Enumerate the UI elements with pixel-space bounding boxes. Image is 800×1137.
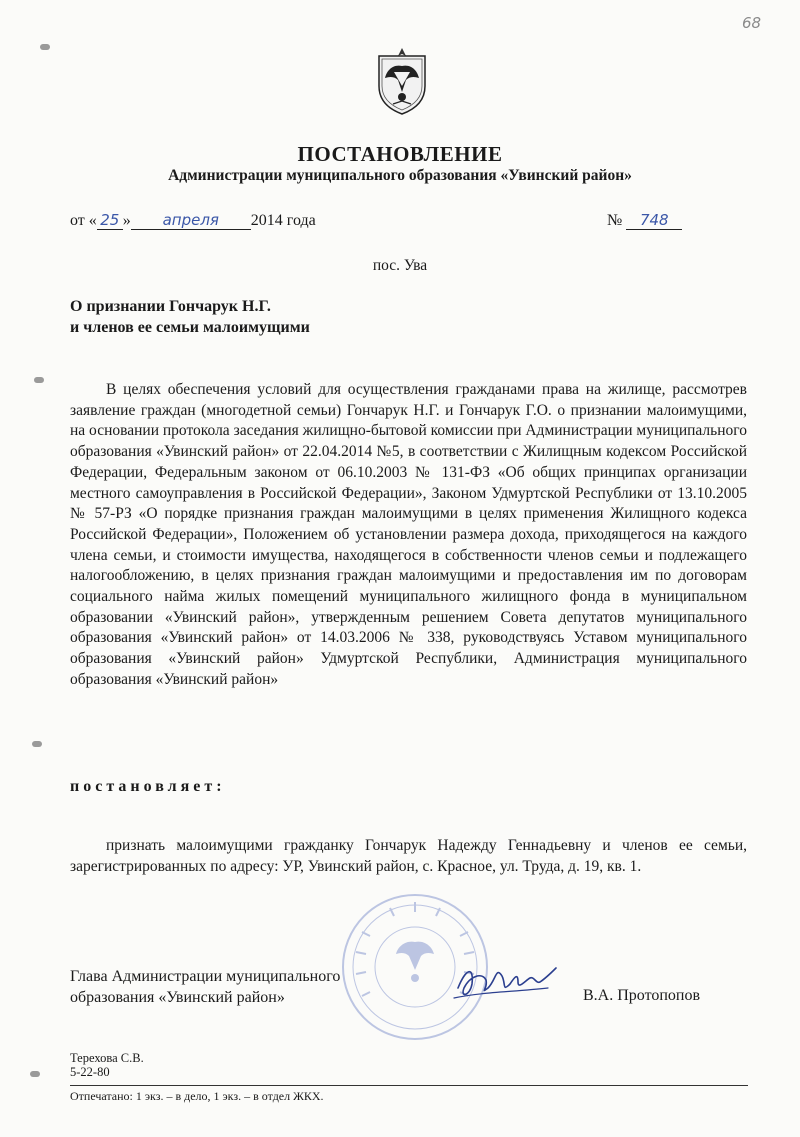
footer-executor-block: [70, 1051, 144, 1079]
punch-hole-mark: [30, 1071, 40, 1077]
distribution-note: Отпечатано: 1 экз. – в дело, 1 экз. – в отдел ЖКХ.: [70, 1089, 324, 1103]
number-label: №: [607, 212, 623, 229]
date-prefix: от «: [70, 212, 97, 229]
decree-word: постановляет:: [70, 778, 226, 795]
document-number: [607, 211, 682, 230]
document-title: ПОСТАНОВЛЕНИЕ: [297, 142, 503, 166]
body-paragraph: В целях обеспечения условий для осуществления гражданами права на жилище, рассмотрев заявление граждан (многодетной семьи) Гончарук Н.Г. и Гончарук Г.О. о признании малоимущими, на основании протокола заседания жилищно-бытовой комиссии при Администрации муниципального образования «Увинский район» от 22.04.2014 №5, в соответствии с Жилищным кодексом Российской Федерации, Федеральным законом от 06.10.2003 № 131-ФЗ «Об общих принципах организации местного самоуправления в Российской Федерации», Законом Удмуртской Республики от 13.10.2005 № 57-РЗ «О порядке признания граждан малоимущими в целях применения Жилищного кодекса Российской Федерации», Положением об установлении размера дохода, приходящегося на каждого члена семьи, и стоимости имущества, находящегося в собственности членов семьи и подлежащего налогообложению, в целях признания граждан малоимущими и предоставления им по договорам социального найма жилых помещений муниципального жилищного фонда в муниципальном образовании «Увинский район», утвержденным решением Совета депутатов муниципального образования «Увинский район» от 14.03.2006 № 338, руководствуясь Уставом муниципального образования «Увинский район» Удмуртской Республики, Администрация муниципального образования «Увинский район»: [70, 381, 747, 688]
date-line: [70, 211, 316, 230]
date-year: 2014 года: [250, 212, 316, 229]
handwritten-signature: [452, 958, 562, 1008]
subject-line-1: О признании Гончарук Н.Г.: [70, 298, 271, 315]
date-month: апреля: [131, 211, 251, 230]
date-day: 25: [97, 211, 123, 230]
date-mid: »: [122, 212, 131, 229]
executor-name: Терехова С.В.: [70, 1051, 144, 1065]
punch-hole-mark: [32, 741, 42, 747]
subject: [70, 296, 310, 338]
punch-hole-mark: [34, 377, 44, 383]
executor-phone: 5-22-80: [70, 1065, 110, 1079]
resolution-paragraph: признать малоимущими гражданку Гончарук Надежду Геннадьевну и членов ее семьи, зарегистрированных по адресу: УР, Увинский район, с. Красное, ул. Труда, д. 19, кв. 1.: [70, 837, 747, 875]
page-number: 68: [742, 14, 762, 32]
signatory-position-line-2: образования «Увинский район»: [70, 989, 285, 1006]
signatory-position: [70, 966, 340, 1008]
place: пос. Ува: [372, 257, 428, 274]
punch-hole-mark: [40, 44, 50, 50]
coat-of-arms-emblem: [373, 46, 431, 116]
signatory-position-line-1: Глава Администрации муниципального: [70, 968, 341, 985]
number-value: 748: [626, 211, 682, 230]
subject-line-2: и членов ее семьи малоимущими: [70, 319, 310, 336]
document-subtitle: Администрации муниципального образования «Увинский район»: [168, 167, 632, 184]
footer-divider: [70, 1085, 748, 1086]
signatory-name: В.А. Протопопов: [583, 987, 701, 1004]
